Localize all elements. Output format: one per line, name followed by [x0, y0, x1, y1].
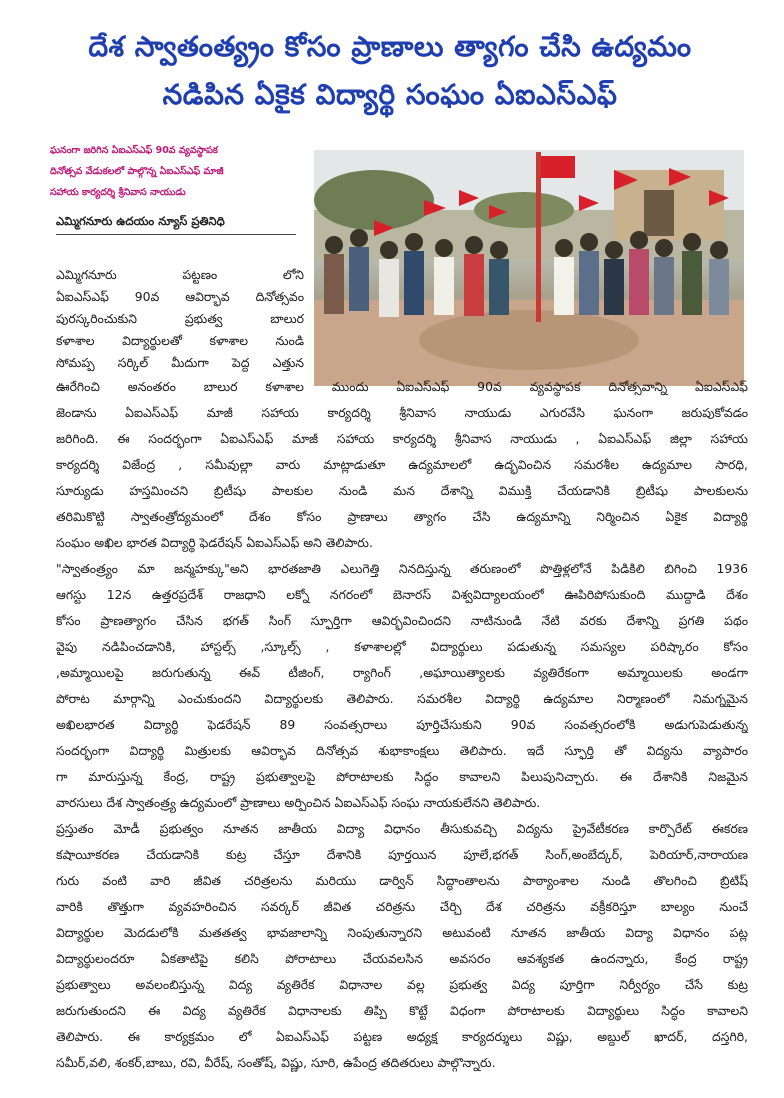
- text-line: ఎమ్మిగనూరు పట్టణం లోని: [56, 267, 304, 282]
- article-body: [56, 374, 748, 1076]
- text-line: అఖిలభారత విద్యార్థి ఫెడరేషన్ 89 సంవత్సరాలు పూర్తిచేసుకుని 90వ సంవత్సరంలోకి అడుగుపెడుతున్న: [56, 717, 748, 732]
- news-photo: [314, 150, 744, 386]
- text-line: "స్వాతంత్ర్యం మా జన్మహక్కు"అని భారతజాతి ఎలుగెత్తి నినదిస్తున్న తరుణంలో పొత్తిళ్లలోనే పిడికిలి బిగించి 1936: [56, 561, 748, 576]
- text-line: జరిగింది. ఈ సందర్భంగా ఏఐఎస్ఎఫ్ మాజీ సహాయ కార్యదర్శి శ్రీనివాస నాయుడు , ఏఐఎస్ఎఫ్ జిల్లా సహాయ: [56, 431, 748, 446]
- subheading: [50, 140, 300, 203]
- text-line: జరుగుతుందని ఈ విద్య వ్యతిరేక విధానాలకు తిప్పి కొట్టే విధంగా పోరాటాలకు విద్యార్థులు సిద్ధం కావాలని: [56, 1003, 748, 1018]
- text-line: విద్యార్థులందరూ ఏకతాటిపై కలిసి పోరాటాలు చేయవలసిన అవసరం ఆవశ్యకత ఉందన్నారు, కేంద్ర రాష్ట్ర: [56, 951, 748, 966]
- text-line: జెండాను ఏఐఎస్ఎఫ్ మాజీ సహాయ కార్యదర్శి శ్రీనివాస నాయుడు ఎగురవేసి ఘనంగా జరుపుకోవడం: [56, 405, 748, 420]
- text-line: సోమప్ప సర్కిల్ మీదుగా పెద్ద ఎత్తున: [56, 355, 304, 370]
- text-line: తెలిపారు. ఈ కార్యక్రమం లో ఏఐఎస్ఎఫ్ పట్టణ అధ్యక్ష కార్యదర్శులు విష్ణు, అబ్దుల్ ఖాదర్, దస్తగిరి,: [56, 1029, 748, 1044]
- text-line: ,అమ్మాయిలపై జరుగుతున్న ఈవ్ టీజింగ్, ర్యాగింగ్ ,అఘాయిత్యాలకు వ్యతిరేకంగా అమ్మాయిలకు అండగా: [56, 665, 748, 680]
- text-line: ఆగస్టు 12న ఉత్తరప్రదేశ్ రాజధాని లక్నో నగరంలో బెనారస్ విశ్వవిద్యాలయంలో ఊపిరిపోసుకుంది ముద్దాడి దేశం: [56, 587, 748, 602]
- text-line: సూర్యుడు హస్తమించని బ్రిటీషు పాలకుల నుండి మన దేశాన్ని విముక్తి చేయడానికి బ్రిటీషు పాలకులను: [56, 483, 748, 498]
- text-line: ఏఐఎస్ఎఫ్ 90వ ఆవిర్భావ దినోత్సవం: [56, 289, 304, 304]
- text-line: కోసం ప్రాణత్యాగం చేసిన భగత్ సింగ్ స్ఫూర్తిగా ఆవిర్భవించిందని నాటినుండి నేటి వరకు దేశాన్ని ప్రగతి పథం: [56, 613, 748, 628]
- text-line: కషాయీకరణ చేయడానికి కుట్ర చేస్తూ దేశానికి పూర్తయిన పూలే,భగత్ సింగ్,అంబేద్కర్, పెరియార్,నారాయణ: [56, 847, 748, 862]
- text-line: గురు వంటి వారి జీవిత చరిత్రలను మరియు డార్విన్ సిద్ధాంతాలను పాఠ్యాంశాల నుండి తొలగించి బ్రిటిష్: [56, 873, 748, 888]
- text-line: సంఘం అఖిల భారత విద్యార్థి ఫెడరేషన్ ఏఐఎస్ఎఫ్ అని తెలిపారు.: [56, 535, 373, 550]
- text-line: గా మారుస్తున్న కేంద్ర, రాష్ట్ర ప్రభుత్వాలపై పోరాటాలకు సిద్ధం కావాలని పిలుపునిచ్చారు. ఈ దేశానికి నిజమైన: [56, 769, 748, 784]
- text-line: కార్యదర్శి విజేంద్ర , సమీవుల్లా వారు మాట్లాడుతూ ఉద్యమాలలో ఉద్భవించిన సమరశీల ఉద్యమాల సారధి,: [56, 457, 748, 472]
- text-line: విద్యార్థుల మెదడులోకి మతతత్వ భావజాలాన్ని నింపుతున్నారని అటువంటి నూతన జాతీయ విద్యా విధానం పట్ల: [56, 925, 748, 940]
- text-line: ఊరేగించి అనంతరం బాలుర కళాశాల ముందు ఏఐఎస్ఎఫ్ 90వ వ్యవస్థాపక దినోత్సవాన్ని ఏఐఎస్ఎఫ్: [56, 379, 748, 394]
- flag-hoisting-image: [314, 150, 744, 386]
- text-line: వారసులు దేశ స్వాతంత్ర్య ఉద్యమంలో ప్రాణాలు అర్పించిన ఏఐఎస్ఎఫ్ సంఘ నాయకులేనని తెలిపారు.: [56, 795, 541, 810]
- text-line: పురస్కరించుకుని ప్రభుత్వ బాలుర: [56, 311, 304, 326]
- text-line: ప్రభుత్వాలు అవలంబిస్తున్న విద్య వ్యతిరేక విధానాల వల్ల ప్రభుత్వ విద్య పూర్తిగా నిర్వీర్యం చేసే కుట్ర: [56, 977, 748, 992]
- text-line: సందర్భంగా విద్యార్థి మిత్రులకు ఆవిర్భావ దినోత్సవ శుభాకాంక్షలు తెలిపారు. ఇదే స్ఫూర్తి తో విద్యను వ్యాపారం: [56, 743, 748, 758]
- byline: ఎమ్మిగనూరు ఉదయం న్యూస్ ప్రతినిధి: [56, 214, 296, 235]
- text-line: పోరాట మార్గాన్ని ఎంచుకుందని విద్యార్థులకు తెలిపారు. సమరశీల విద్యార్థి ఉద్యమాల నిర్మాణంలో నిమగ్నమైన: [56, 691, 748, 706]
- text-line: తరిమికొట్టి స్వాతంత్రోద్యమంలో దేశం కోసం ప్రాణాలు త్యాగం చేసి ఉద్యమాన్ని నిర్మించిన ఏకైక విద్యార్థి: [56, 509, 748, 524]
- text-line: వైపు నడిపించడానికి, హాస్టల్స్ ,స్కూల్స్ , కళాశాలల్లో విద్యార్థులు పడుతున్న సమస్యల పరిష్కారం కోసం: [56, 639, 748, 654]
- headline-line-1: దేశ స్వాతంత్య్రం కోసం ప్రాణాలు త్యాగం చేసి ఉద్యమం: [88, 30, 692, 63]
- headline-line-2: నడిపిన ఏకైక విద్యార్థి సంఘం ఏఐఎస్ఎఫ్: [162, 78, 618, 111]
- subheading-line: దినోత్సవ వేడుకలలో పాల్గొన్న ఏఐఎస్ఎఫ్ మాజీ: [50, 166, 224, 177]
- text-line: ప్రస్తుతం మోడీ ప్రభుత్వం నూతన జాతీయ విద్యా విధానం తీసుకువచ్చి విద్యను ప్రైవేటీకరణ కార్పొరేట్ ఈకరణ: [56, 821, 748, 836]
- subheading-line: ఘనంగా జరిగిన ఏఐఎస్ఎఫ్ 90వ వ్యవస్థాపక: [50, 145, 218, 156]
- subheading-line: సహాయ కార్యదర్శి శ్రీనివాస నాయుడు: [50, 187, 186, 198]
- intro-column: [56, 264, 304, 374]
- text-line: వారికి తొత్తుగా వ్యవహరించిన సవర్కర్ జీవిత చరిత్రను చేర్చి దేశ చరిత్రను వక్రీకరిస్తూ బాల్యం నుంచే: [56, 899, 748, 914]
- text-line: కళాశాల విద్యార్థులతో కళాశాల నుండి: [56, 333, 304, 348]
- text-line: సమీర్,వలి, శంకర్,బాబు, రవి, వీరేష్, సంతోష్, విష్ణు, సూరి, ఉపేంద్ర తదితరులు పాల్గొన్నారు.: [56, 1055, 496, 1070]
